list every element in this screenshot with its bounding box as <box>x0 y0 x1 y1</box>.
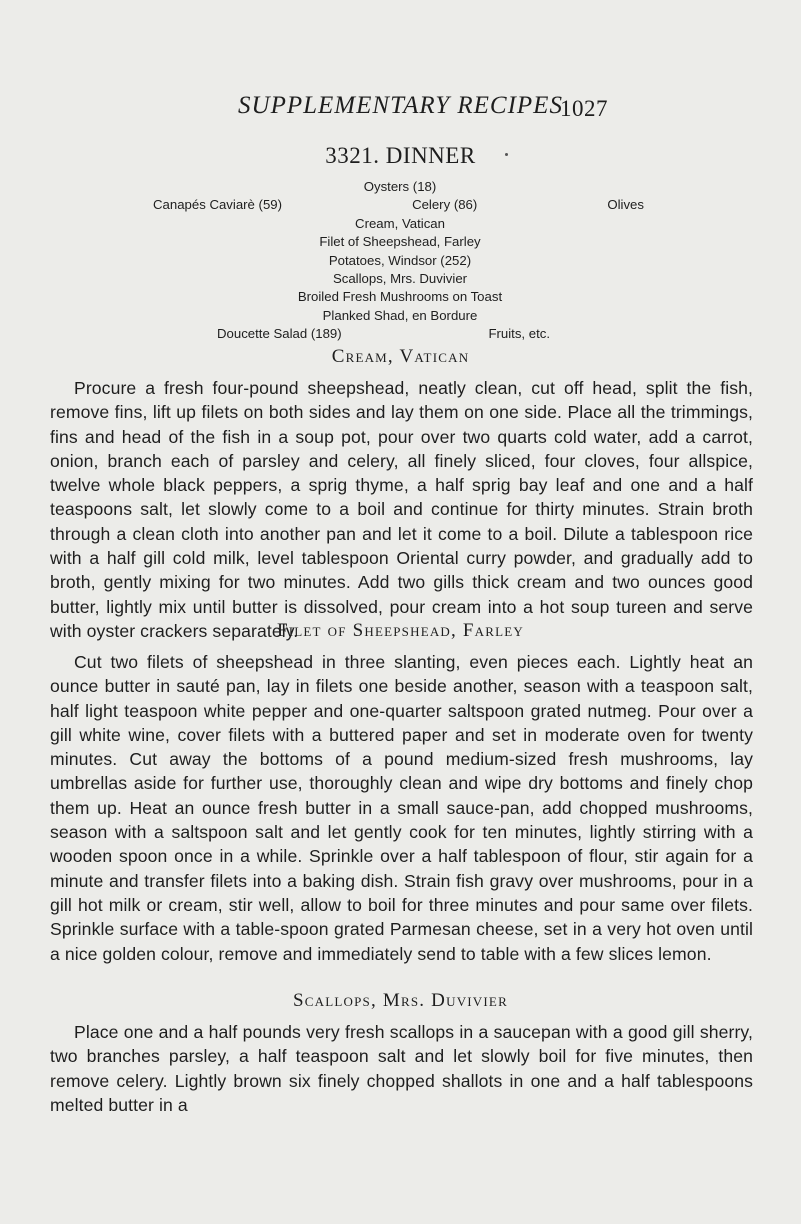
menu-item-salad: Doucette Salad (189) <box>217 326 342 342</box>
running-head <box>0 92 801 126</box>
menu-item-celery: Celery (86) <box>412 197 478 213</box>
menu-item-olives: Olives <box>607 197 644 213</box>
menu-line <box>150 252 650 270</box>
menu-item-filet: Filet of Sheepshead, Farley <box>319 234 481 250</box>
recipe-body-filet-of-sheepshead <box>50 650 753 966</box>
menu-title: 3321. DINNER <box>325 143 476 168</box>
recipe-paragraph: Cut two filets of sheepshead in three slanting, even pieces each. Lightly heat an ounce butter in sauté pan, lay in filets one beside another, season with a teaspoon salt, half light teaspoon white pepper and one-quarter saltspoon grated nutmeg. Pour over a gill white wine, cover filets with a buttered paper and set in moderate oven for twenty minutes. Cut away the bottoms of a pound medium-sized fresh mushrooms, lay umbrellas aside for further use, thoroughly clean and wipe dry bottoms and finely chop them up. Heat an ounce fresh butter in a small sauce-pan, add chopped mushrooms, season with a saltspoon salt and let gently cook for ten minutes, lightly stirring with a wooden spoon once in a while. Sprinkle over a half tablespoon of flour, stir again for a minute and transfer filets into a baking dish. Strain fish gravy over mushrooms, pour in a gill hot milk or cream, stir well, allow to boil for three minutes and pour same over filets. Sprinkle surface with a table-spoon grated Parmesan cheese, set in a very hot oven until a nice golden colour, remove and immediately send to table with a few slices lemon. <box>50 652 753 964</box>
menu-line <box>150 307 650 325</box>
ink-speck <box>505 153 508 156</box>
menu-item-shad: Planked Shad, en Bordure <box>322 307 478 323</box>
menu-item-fruits: Fruits, etc. <box>488 326 550 342</box>
recipe-body-cream-vatican <box>50 376 753 643</box>
menu-line <box>150 325 650 343</box>
menu-line <box>150 215 650 233</box>
menu-line <box>150 233 650 251</box>
recipe-heading-scallops: Scallops, Mrs. Duvivier <box>293 990 508 1011</box>
recipe-paragraph: Procure a fresh four-pound sheepshead, neatly clean, cut off head, split the fish, remove fins, lift up filets on both sides and lay them on one side. Place all the trimmings, fins and head of the fish in a soup pot, pour over two quarts cold water, add a carrot, onion, branch each of parsley and celery, all finely sliced, four cloves, four allspice, twelve whole black peppers, a sprig thyme, a half sprig bay leaf and one and a half teaspoons salt, let slowly come to a boil and continue for thirty minutes. Strain broth through a clean cloth into another pan and let it come to a boil. Dilute a tablespoon rice with a half gill cold milk, level tablespoon Oriental curry powder, and gradually add to broth, gently mixing for two minutes. Add two gills thick cream and two ounces good butter, lightly mix until butter is dissolved, pour cream into a hot soup tureen and serve with oyster crackers separately. <box>50 378 753 641</box>
menu-item-cream-vatican: Cream, Vatican <box>355 215 445 231</box>
menu-line <box>150 270 650 288</box>
menu-item-canapes: Canapés Caviarè (59) <box>153 197 283 213</box>
menu-line <box>150 288 650 306</box>
running-title: SUPPLEMENTARY RECIPES <box>238 92 563 119</box>
page-number: 1027 <box>560 96 608 121</box>
menu-line <box>150 178 650 196</box>
recipe-body-scallops <box>50 1020 753 1117</box>
menu-item-oysters: Oysters (18) <box>363 179 437 194</box>
recipe-paragraph: Place one and a half pounds very fresh scallops in a saucepan with a good gill sherry, two branches parsley, a half teaspoon salt and let slowly boil for five minutes, then remove celery. Lightly brown six finely chopped shallots in one and a half tablespoons melted butter in a <box>50 1022 753 1115</box>
menu-item-potatoes: Potatoes, Windsor (252) <box>328 252 472 268</box>
dinner-menu <box>150 178 650 344</box>
recipe-heading-filet-of-sheepshead: Filet of Sheepshead, Farley <box>276 620 525 641</box>
recipe-heading-cream-vatican: Cream, Vatican <box>331 346 470 367</box>
menu-line <box>150 196 650 214</box>
menu-item-mushrooms: Broiled Fresh Mushrooms on Toast <box>297 289 503 305</box>
menu-item-scallops: Scallops, Mrs. Duvivier <box>332 270 468 286</box>
